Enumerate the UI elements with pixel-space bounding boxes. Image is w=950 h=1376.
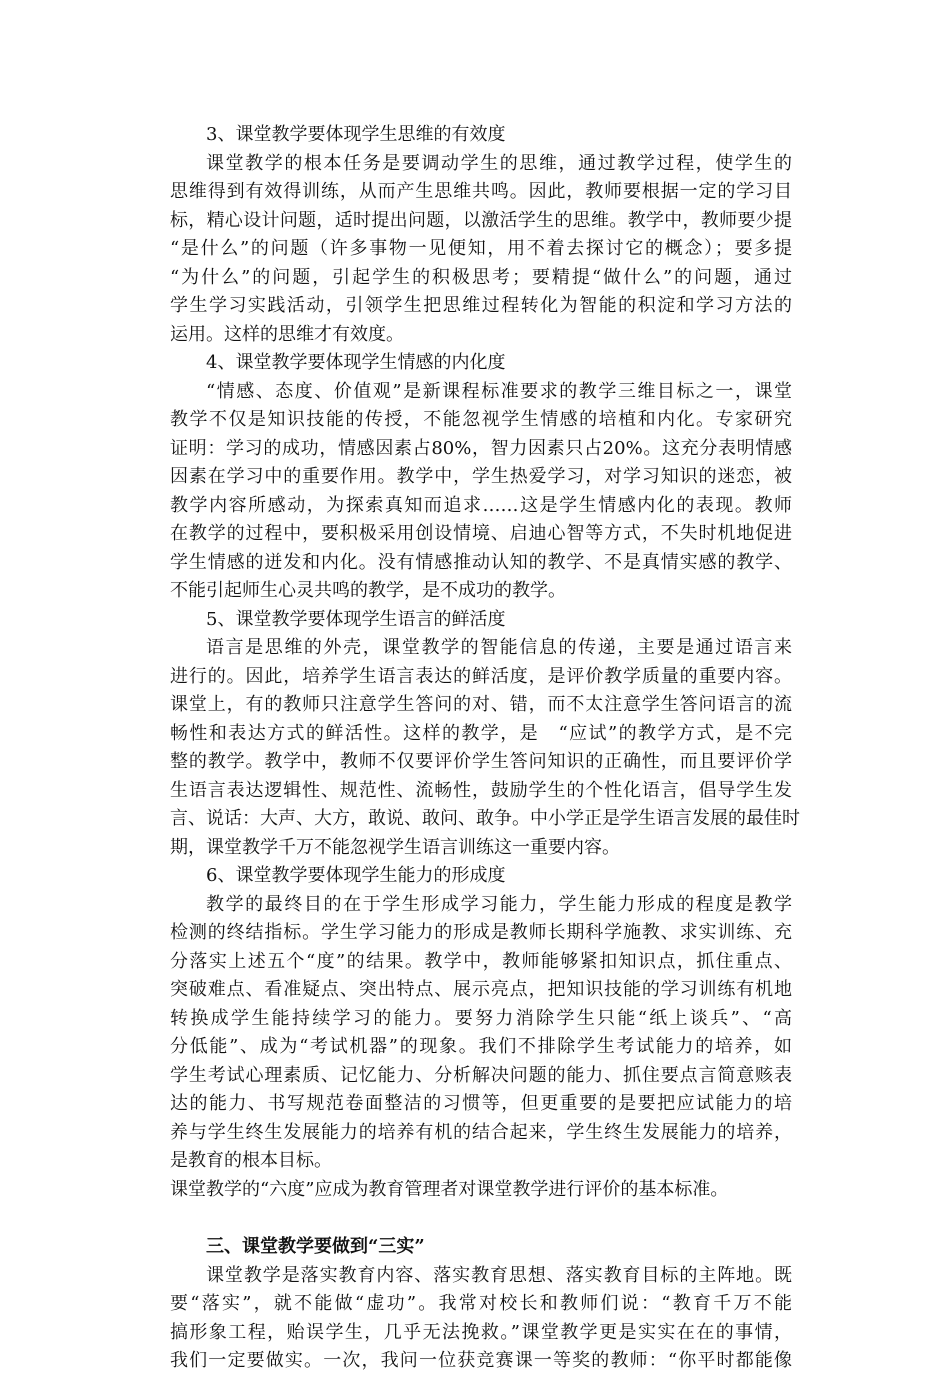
text-line: 证明：学习的成功，情感因素占80%，智力因素只占20%。这充分表明情感 <box>170 437 792 459</box>
text-line: “是什么”的问题（许多事物一见便知，用不着去探讨它的概念）；要多提 <box>170 238 792 259</box>
text-line: 思维得到有效得训练，从而产生思维共鸣。因此，教师要根据一定的学习目 <box>170 181 792 202</box>
text-line: 我们一定要做实。一次，我问一位获竞赛课一等奖的教师：“你平时都能像 <box>170 1350 792 1371</box>
text-line: 搞形象工程，贻误学生，几乎无法挽救。”课堂教学更是实实在在的事情， <box>170 1321 792 1343</box>
section-4-paragraph <box>170 378 792 606</box>
section-3-heading: 3、课堂教学要体现学生思维的有效度 <box>206 124 506 145</box>
summary-line: 课堂教学的“六度”应成为教育管理者对课堂教学进行评价的基本标准。 <box>170 1178 729 1200</box>
text-line: 期，课堂教学千万不能忽视学生语言训练这一重要内容。 <box>170 836 620 858</box>
text-line: 教学内容所感动，为探索真知而追求……这是学生情感内化的表现。教师 <box>170 494 792 516</box>
text-line: 突破难点、看准疑点、突出特点、展示亮点，把知识技能的学习训练有机地 <box>170 979 792 1000</box>
text-line: 整的教学。教学中，教师不仅要评价学生答问知识的正确性，而且要评价学 <box>170 751 792 772</box>
text-line: 分低能”、成为“考试机器”的现象。我们不排除学生考试能力的培养，如 <box>170 1036 792 1057</box>
text-line: 标，精心设计问题，适时提出问题，以激活学生的思维。教学中，教师要少提 <box>170 209 792 231</box>
text-line: 分落实上述五个“度”的结果。教学中，教师能够紧扣知识点，抓住重点、 <box>170 950 792 972</box>
text-line: 检测的终结指标。学生学习能力的形成是教师长期科学施教、求实训练、充 <box>170 922 792 943</box>
text-line: 教学的最终目的在于学生形成学习能力，学生能力形成的程度是教学 <box>206 893 792 915</box>
text-line: 达的能力、书写规范卷面整洁的习惯等，但更重要的是要把应试能力的培 <box>170 1093 792 1114</box>
section-6-paragraph <box>170 891 792 1176</box>
text-line: 是教育的根本目标。 <box>170 1150 332 1171</box>
summary-paragraph <box>170 1176 792 1205</box>
text-line: “情感、态度、价值观”是新课程标准要求的教学三维目标之一，课堂 <box>206 380 792 402</box>
text-line: 运用。这样的思维才有效度。 <box>170 323 404 345</box>
document-body <box>170 121 800 1376</box>
text-line: 在教学的过程中，要积极采用创设情境、启迪心智等方式，不失时机地促进 <box>170 523 792 544</box>
text-line: 不能引起师生心灵共鸣的教学，是不成功的教学。 <box>170 580 566 601</box>
text-line: 课堂教学的根本任务是要调动学生的思维，通过教学过程，使学生的 <box>206 152 792 174</box>
text-line: 学生考试心理素质、记忆能力、分析解决问题的能力、抓住要点言简意赅表 <box>170 1064 792 1086</box>
text-line: 因素在学习中的重要作用。教学中，学生热爱学习，对学习知识的迷恋，被 <box>170 466 792 487</box>
section-3-paragraph <box>170 150 792 350</box>
text-line: 课堂教学是落实教育内容、落实教育思想、落实教育目标的主阵地。既 <box>206 1264 792 1286</box>
text-line: 转换成学生能持续学习的能力。要努力消除学生只能“纸上谈兵”、“高 <box>170 1007 792 1029</box>
text-line: 学生学习实践活动，引领学生把思维过程转化为智能的积淀和学习方法的 <box>170 295 792 316</box>
text-line: 生语言表达逻辑性、规范性、流畅性，鼓励学生的个性化语言，倡导学生发 <box>170 779 792 801</box>
section-4-heading: 4、课堂教学要体现学生情感的内化度 <box>206 352 506 373</box>
text-line: 畅性和表达方式的鲜活性。这样的教学，是 “应试”的教学方式，是不完 <box>170 722 792 744</box>
text-line: 教学不仅是知识技能的传授，不能忽视学生情感的培植和内化。专家研究 <box>170 409 792 430</box>
part-three-heading: 三、课堂教学要做到“三实” <box>206 1236 425 1257</box>
part-three-paragraph <box>170 1262 792 1376</box>
section-5-paragraph <box>170 634 800 862</box>
text-line: 学生情感的迸发和内化。没有情感推动认知的教学、不是真情实感的教学、 <box>170 551 792 573</box>
text-line: 课堂上，有的教师只注意学生答问的对、错，而不太注意学生答问语言的流 <box>170 694 792 715</box>
text-line: 进行的。因此，培养学生语言表达的鲜活度，是评价教学质量的重要内容。 <box>170 665 792 687</box>
text-line: “为什么”的问题，引起学生的积极思考；要精提“做什么”的问题，通过 <box>170 266 792 288</box>
text-line: 语言是思维的外壳，课堂教学的智能信息的传递，主要是通过语言来 <box>206 637 792 658</box>
blank-line <box>170 1204 792 1233</box>
section-6-heading: 6、课堂教学要体现学生能力的形成度 <box>206 865 506 886</box>
text-line: 言、说话：大声、大方，敢说、敢问、敢争。中小学正是学生语言发展的最佳时 <box>170 808 800 829</box>
text-line: 要“落实”，就不能做“虚功”。我常对校长和教师们说：“教育千万不能 <box>170 1293 792 1314</box>
section-5-heading: 5、课堂教学要体现学生语言的鲜活度 <box>206 608 506 630</box>
text-line: 养与学生终生发展能力的培养有机的结合起来，学生终生发展能力的培养， <box>170 1121 792 1143</box>
